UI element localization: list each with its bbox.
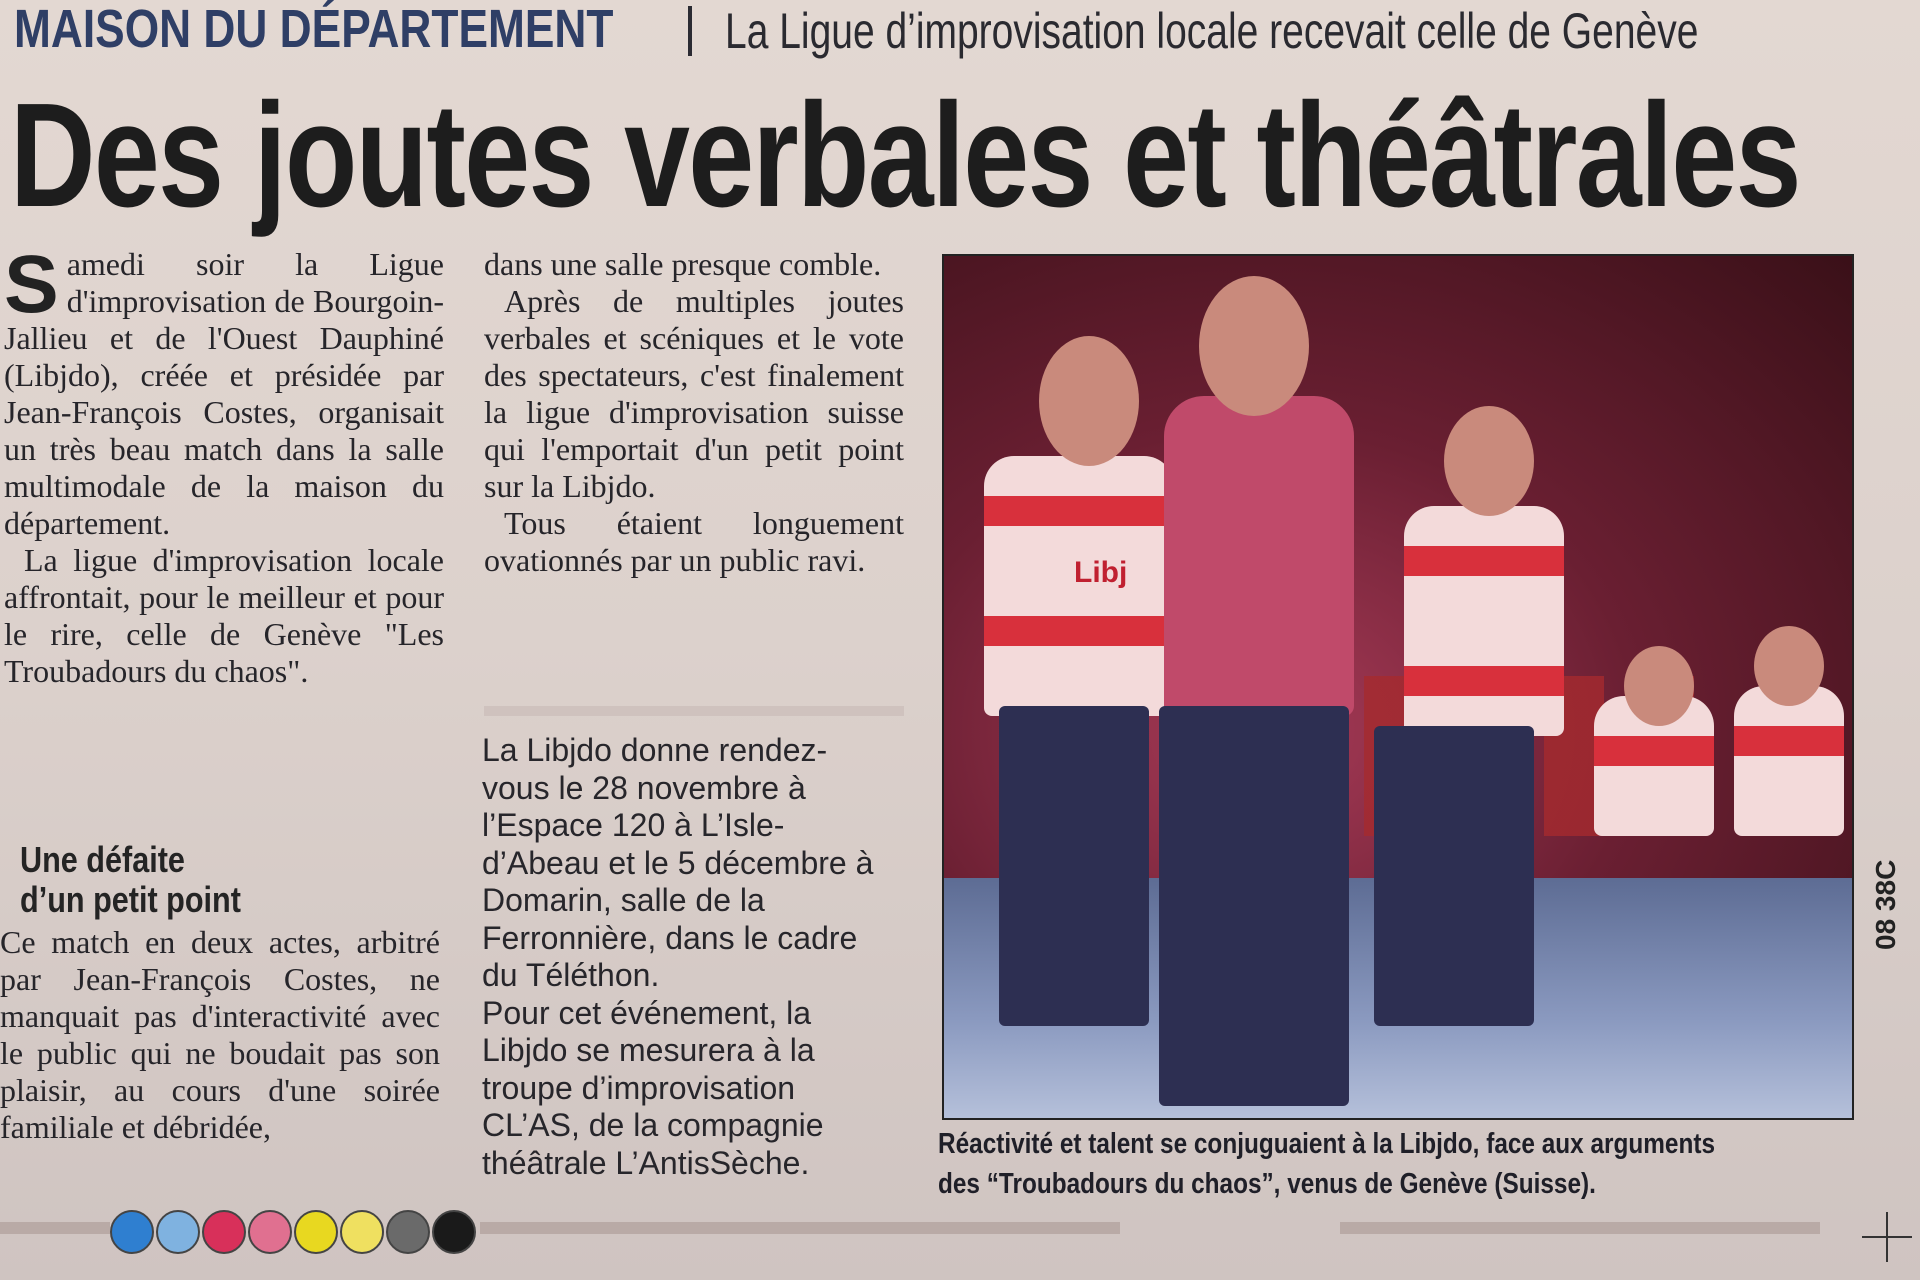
event-note (482, 732, 902, 1182)
player-right-head (1444, 406, 1534, 516)
registration-dot (248, 1210, 292, 1254)
caption-line-1: Réactivité et talent se conjuguaient à la Libjdo, face aux arguments (938, 1128, 1716, 1160)
player-left-legs (999, 706, 1149, 1026)
player-center-legs (1159, 706, 1349, 1106)
paragraph-1 (4, 239, 444, 542)
paragraph-5: Après de multiples joutes verbales et scéniques et le vote des spectateurs, c'est finalement la ligue d'improvisation suisse qui l'emportait d'un petit point sur la Libjdo. (484, 283, 904, 504)
note-line: CL’AS, de la compagnie (482, 1107, 824, 1143)
paragraph-3: Ce match en deux actes, arbitré par Jean-François Costes, ne manquait pas d'interactivité avec le public qui ne boudait pas son plaisir, au cours d'une soirée familiale et débridée, (0, 924, 440, 1145)
note-line: du Téléthon. (482, 957, 660, 993)
subhead-line-1: Une défaite (20, 839, 185, 880)
crouching-player-2-head (1754, 626, 1824, 706)
registration-dot (202, 1210, 246, 1254)
player-right-jersey (1404, 506, 1564, 736)
registration-dot (294, 1210, 338, 1254)
paragraph-2: La ligue d'improvisation locale affrontait, pour le meilleur et pour le rire, celle de Genève "Les Troubadours du chaos". (4, 542, 444, 689)
article-column-1 (4, 239, 444, 690)
note-line: vous le 28 novembre à (482, 769, 806, 806)
crouching-player-1-head (1624, 646, 1694, 726)
registration-dot (156, 1210, 200, 1254)
section-label: MAISON DU DÉPARTEMENT (14, 0, 614, 59)
registration-dot (386, 1210, 430, 1254)
player-center-head (1199, 276, 1309, 416)
photo-caption (938, 1124, 1858, 1204)
subhead-line-2: d’un petit point (20, 879, 241, 920)
note-line: d’Abeau et le 5 décembre à (482, 844, 874, 881)
bottom-rule-middle (480, 1222, 1120, 1234)
player-left-head (1039, 336, 1139, 466)
note-line: Domarin, salle de la (482, 882, 765, 918)
note-line: troupe d’improvisation (482, 1069, 796, 1106)
kicker-subtitle: La Ligue d’improvisation locale recevait celle de Genève (725, 3, 1699, 59)
note-line: Ferronnière, dans le cadre (482, 919, 858, 956)
crop-mark (1862, 1212, 1912, 1262)
article-column-2 (484, 246, 904, 579)
bottom-rule-left (0, 1222, 110, 1234)
registration-dot (110, 1210, 154, 1254)
section-kicker (14, 0, 745, 58)
player-center-shirt (1164, 396, 1354, 716)
page-code: 08 38C (1870, 859, 1901, 950)
kicker-separator (688, 6, 692, 56)
player-right-legs (1374, 726, 1534, 1026)
note-line: l’Espace 120 à L’Isle- (482, 807, 785, 843)
column-divider-rule (484, 706, 904, 716)
registration-dot (432, 1210, 476, 1254)
paragraph-4: dans une salle presque comble. (484, 246, 882, 282)
registration-dot (340, 1210, 384, 1254)
crouching-player-2 (1734, 686, 1844, 836)
drop-cap: S (4, 239, 59, 330)
article-column-1-continued (0, 924, 440, 1146)
note-line: théâtrale L’AntisSèche. (482, 1144, 810, 1181)
paragraph-6: Tous étaient longuement ovationnés par un public ravi. (484, 505, 904, 578)
caption-line-2: des “Troubadours du chaos”, venus de Genève (Suisse). (938, 1168, 1596, 1200)
article-subhead (20, 840, 440, 920)
article-headline: Des joutes verbales et théâtrales (10, 73, 1800, 238)
note-line: Pour cet événement, la (482, 994, 812, 1031)
paragraph-1-text: amedi soir la Ligue d'improvisation de Bourgoin-Jallieu et de l'Ouest Dauphiné (Libjdo), créée et présidée par Jean-François Costes, organisait un très beau match dans la salle multimodale de la maison du département. (4, 246, 444, 541)
note-line: Libjdo se mesurera à la (482, 1032, 815, 1068)
note-line: La Libjdo donne rendez- (482, 732, 828, 768)
article-photo (942, 254, 1854, 1120)
jersey-logo: Libj (1074, 556, 1128, 589)
bottom-rule-right (1340, 1222, 1820, 1234)
